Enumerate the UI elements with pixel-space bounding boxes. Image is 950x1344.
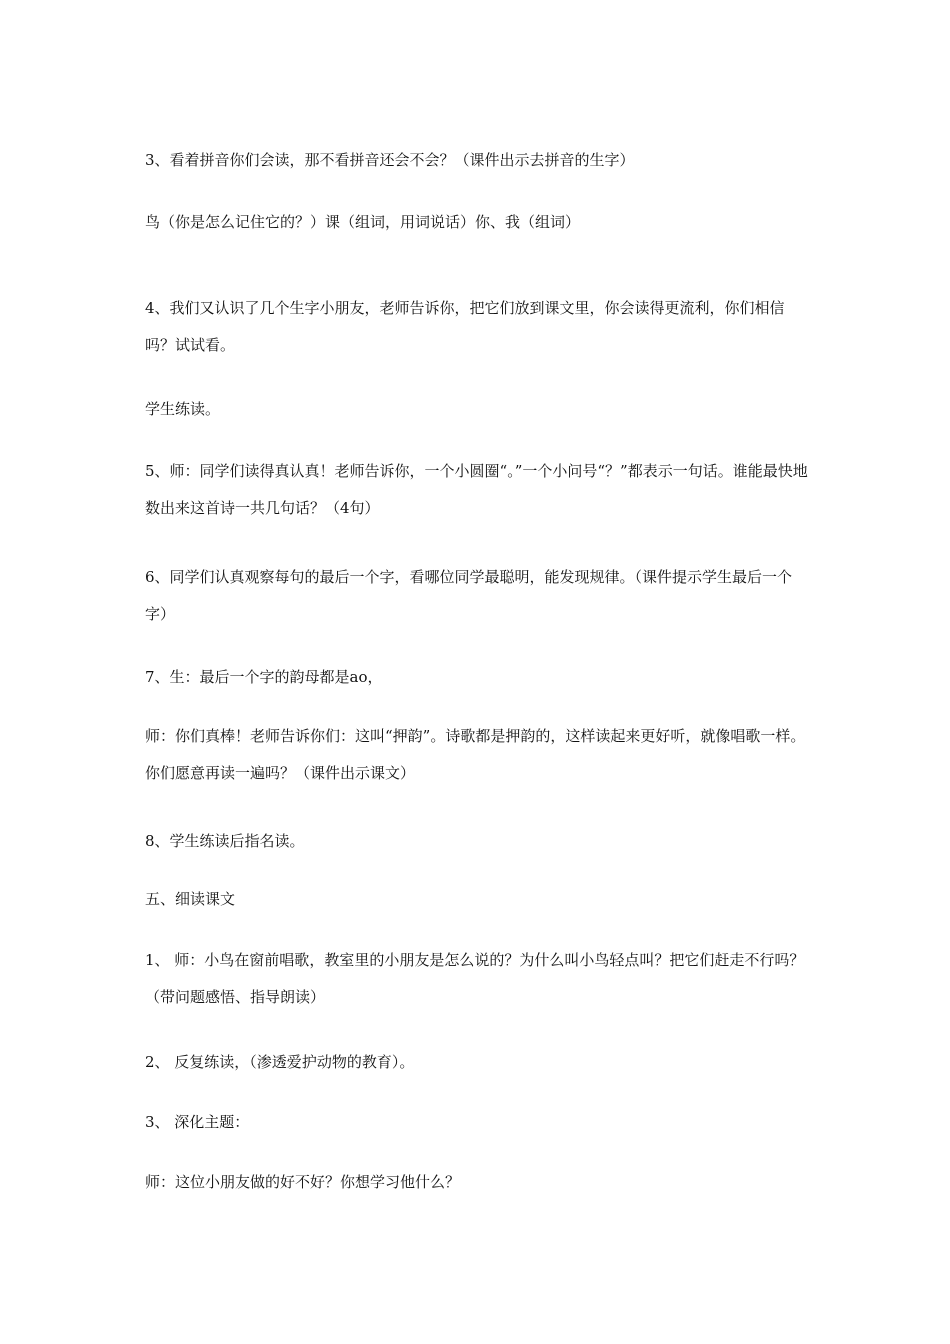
paragraph-detail-3: 3、 深化主题： <box>145 1113 250 1131</box>
paragraph-step-4: 4、我们又认识了几个生字小朋友，老师告诉你，把它们放到课文里，你会读得更流利，你们相信吗？试试看。 <box>145 299 785 354</box>
paragraph-student-practice: 学生练读。 <box>145 400 221 418</box>
paragraph-teacher-rhyme: 师：你们真棒！老师告诉你们：这叫“押韵”。诗歌都是押韵的，这样读起来更好听，就像唱歌一样。你们愿意再读一遍吗？（课件出示课文） <box>145 727 806 782</box>
paragraph-detail-1: 1、 师：小鸟在窗前唱歌，教室里的小朋友是怎么说的？为什么叫小鸟轻点叫？把它们赶走不行吗？（带问题感悟、指导朗读） <box>145 951 805 1006</box>
paragraph-character-notes: 鸟（你是怎么记住它的？）课（组词，用词说话）你、我（组词） <box>145 213 581 231</box>
paragraph-step-3: 3、看着拼音你们会读，那不看拼音还会不会？（课件出示去拼音的生字） <box>145 151 635 169</box>
paragraph-detail-2: 2、 反复练读，（渗透爱护动物的教育）。 <box>145 1053 415 1071</box>
paragraph-teacher-question: 师：这位小朋友做的好不好？你想学习他什么？ <box>145 1173 461 1191</box>
section-heading-five: 五、细读课文 <box>145 890 236 908</box>
paragraph-step-5: 5、师：同学们读得真认真！老师告诉你，一个小圆圈“。”一个小问号“？”都表示一句话。谁能最快地数出来这首诗一共几句话？（4句） <box>145 462 808 517</box>
paragraph-step-7: 7、生：最后一个字的韵母都是ao， <box>145 668 383 686</box>
paragraph-step-6: 6、同学们认真观察每句的最后一个字，看哪位同学最聪明，能发现规律。（课件提示学生最后一个字） <box>145 568 793 623</box>
paragraph-step-8: 8、学生练读后指名读。 <box>145 832 305 850</box>
